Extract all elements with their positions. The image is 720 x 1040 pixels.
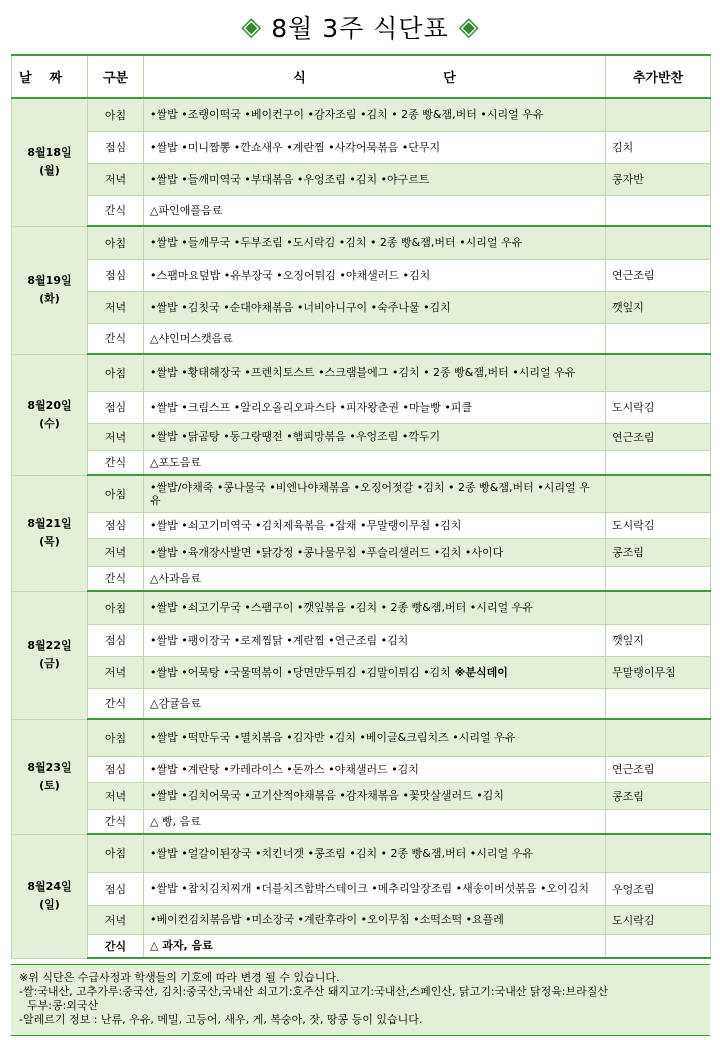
extra-side-dish: [606, 834, 711, 872]
table-row: [12, 226, 711, 259]
meal-menu-text: •쌀밥 •조랭이떡국 •베이컨구이 •감자조림 •김치 • 2종 빵&잼,버터 •시리얼 우유: [150, 108, 544, 122]
notes-line: -쌀:국내산, 고추가루:중국산, 김치:중국산,국내산 쇠고기:호주산 돼지고기:국내산,스페인산, 닭고기:국내산 닭정육:브라질산: [19, 985, 609, 998]
header-row: [12, 55, 711, 98]
extra-side-dish: 깻잎지: [606, 624, 711, 656]
meal-menu: [144, 131, 606, 163]
meal-menu-text: •쌀밥 •김치어묵국 •고기산적야채볶음 •감자채볶음 •꽃맛살샐러드 •김치: [150, 789, 504, 802]
extra-side-dish: 연근조림: [606, 423, 711, 450]
extra-side-dish: [606, 719, 711, 756]
header-menu-right: 단: [443, 71, 456, 86]
table-row: [12, 905, 711, 934]
date-cell: [12, 475, 88, 591]
meal-menu: [144, 688, 606, 719]
meal-category: 저녁: [88, 782, 144, 809]
meal-category: 아침: [88, 475, 144, 512]
table-row: [12, 423, 711, 450]
meal-menu-text: •쌀밥 •참치김치찌개 •더블치즈함박스테이크 •메추리알장조림 •새송이버섯볶음 •오이김치: [150, 882, 589, 895]
table-row: [12, 131, 711, 163]
notes-line: -알레르기 정보 : 난류, 우유, 메밀, 고등어, 새우, 게, 복숭아, 잣, 땅콩 등이 있습니다.: [19, 1013, 423, 1026]
meal-category: 점심: [88, 756, 144, 782]
meal-menu: [144, 98, 606, 131]
diamond-icon: ◈: [458, 12, 479, 42]
extra-side-dish: [606, 688, 711, 719]
meal-menu-text: •쌀밥 •크림스프 •알리오올리오파스타 •피자왕춘권 •마늘빵 •피클: [150, 400, 473, 414]
date-cell: [12, 834, 88, 958]
table-row: [12, 450, 711, 475]
table-row: [12, 782, 711, 809]
meal-menu-text: △감귤음료: [150, 696, 201, 710]
weekday-label: (금): [39, 657, 60, 670]
meal-category: 점심: [88, 624, 144, 656]
meal-menu: [144, 719, 606, 756]
meal-menu: [144, 591, 606, 624]
meal-category: 간식: [88, 934, 144, 958]
meal-category: 저녁: [88, 656, 144, 688]
meal-menu: [144, 756, 606, 782]
extra-side-dish: 김치: [606, 131, 711, 163]
notes-line: 두부:콩:외국산: [27, 999, 99, 1012]
table-row: [12, 323, 711, 354]
meal-category: 아침: [88, 98, 144, 131]
weekday-label: (토): [39, 778, 60, 792]
meal-menu: [144, 195, 606, 226]
meal-menu-text: •베이컨김치볶음밥 •미소장국 •계란후라이 •오이무침 •소떡소떡 •요플레: [150, 913, 504, 926]
table-row: [12, 756, 711, 782]
meal-table: [11, 54, 711, 959]
date-cell: [12, 591, 88, 719]
meal-menu-text: △사과음료: [150, 571, 201, 585]
extra-side-dish: [606, 226, 711, 259]
header-menu: [144, 55, 606, 98]
meal-menu: [144, 259, 606, 291]
date-label: 8월24일: [27, 880, 72, 893]
meal-menu-text: •쌀밥 •팽이장국 •로제찜닭 •계란찜 •연근조림 •김치: [150, 633, 409, 647]
meal-menu-text: •쌀밥 •떡만두국 •멸치볶음 •김자반 •김치 •베이글&크림치즈 •시리얼 우유: [150, 731, 516, 745]
meal-menu: [144, 934, 606, 958]
meal-category: 점심: [88, 259, 144, 291]
meal-category: 저녁: [88, 538, 144, 566]
extra-side-dish: 도시락김: [606, 391, 711, 423]
meal-category: 점심: [88, 512, 144, 538]
extra-side-dish: [606, 934, 711, 958]
meal-menu: [144, 391, 606, 423]
meal-menu-text: △ 빵, 음료: [150, 814, 201, 828]
table-row: [12, 656, 711, 688]
meal-menu-text: •쌀밥 •들깨무국 •두부조림 •도시락김 •김치 • 2종 빵&잼,버터 •시리얼 우유: [150, 236, 523, 250]
meal-menu: [144, 905, 606, 934]
table-row: [12, 391, 711, 423]
table-row: [12, 538, 711, 566]
meal-menu-text: •쌀밥 •황태해장국 •프렌치토스트 •스크램블에그 •김치 • 2종 빵&잼,버터 •시리얼 우유: [150, 366, 576, 380]
extra-side-dish: [606, 323, 711, 354]
header-date: 날짜: [12, 55, 88, 98]
table-row: [12, 809, 711, 834]
meal-menu: [144, 354, 606, 391]
meal-category: 저녁: [88, 291, 144, 323]
meal-menu: [144, 656, 606, 688]
table-row: [12, 512, 711, 538]
meal-menu: [144, 163, 606, 195]
meal-category: 아침: [88, 354, 144, 391]
meal-category: 아침: [88, 226, 144, 259]
extra-side-dish: [606, 809, 711, 834]
meal-category: 간식: [88, 450, 144, 475]
meal-category: 아침: [88, 591, 144, 624]
meal-category: 저녁: [88, 423, 144, 450]
meal-menu: [144, 872, 606, 905]
extra-side-dish: [606, 591, 711, 624]
table-row: [12, 475, 711, 512]
meal-category: 아침: [88, 719, 144, 756]
meal-menu-text: •쌀밥 •김칫국 •순대야채볶음 •너비아니구이 •숙주나물 •김치: [150, 300, 451, 314]
date-label: 8월23일: [27, 760, 72, 774]
meal-menu: [144, 226, 606, 259]
date-label: 8월20일: [27, 398, 72, 412]
date-label: 8월21일: [27, 517, 72, 530]
notes-box: [11, 964, 710, 1036]
date-cell: [12, 98, 88, 226]
date-label: 8월18일: [27, 146, 72, 160]
date-cell: [12, 226, 88, 354]
meal-menu-text: •스팸마요덮밥 •유부장국 •오징어튀김 •야채샐러드 •김치: [150, 268, 431, 282]
meal-menu: [144, 566, 606, 591]
meal-menu: [144, 834, 606, 872]
table-row: [12, 688, 711, 719]
extra-side-dish: [606, 195, 711, 226]
meal-menu-text: •쌀밥 •미니짬뽕 •깐쇼새우 •계란찜 •사각어묵볶음 •단무지: [150, 140, 441, 154]
meal-category: 간식: [88, 688, 144, 719]
extra-side-dish: 연근조림: [606, 756, 711, 782]
meal-menu-text: •쌀밥 •쇠고기무국 •스팸구이 •깻잎볶음 •김치 • 2종 빵&잼,버터 •시리얼 우유: [150, 601, 533, 615]
extra-side-dish: 깻잎지: [606, 291, 711, 323]
table-row: [12, 195, 711, 226]
meal-menu: [144, 512, 606, 538]
date-cell: [12, 719, 88, 834]
table-row: [12, 872, 711, 905]
extra-side-dish: [606, 475, 711, 512]
meal-menu-text: •쌀밥 •계란탕 •카레라이스 •돈까스 •야채샐러드 •김치: [150, 762, 419, 776]
meal-menu-text: •쌀밥 •어묵탕 •국물떡볶이 •당면만두튀김 •김말이튀김 •김치: [150, 665, 451, 679]
special-day-label: ※분식데이: [450, 665, 508, 679]
weekday-label: (월): [39, 164, 60, 178]
weekday-label: (목): [39, 535, 60, 548]
table-row: [12, 259, 711, 291]
meal-menu-text: •쌀밥 •닭곰탕 •동그랑땡전 •햄피망볶음 •우엉조림 •깍두기: [150, 430, 441, 443]
meal-menu-text: △파인애플음료: [150, 203, 223, 217]
meal-category: 저녁: [88, 905, 144, 934]
extra-side-dish: 콩조림: [606, 782, 711, 809]
meal-category: 아침: [88, 834, 144, 872]
date-cell: [12, 354, 88, 475]
meal-category: 간식: [88, 323, 144, 354]
meal-menu-text: △포도음료: [150, 455, 201, 469]
meal-menu: [144, 475, 606, 512]
meal-menu-text: •쌀밥 •육개장사발면 •닭강정 •콩나물무침 •푸슬리샐러드 •김치 •사이다: [150, 545, 504, 559]
extra-side-dish: 도시락김: [606, 905, 711, 934]
extra-side-dish: 도시락김: [606, 512, 711, 538]
meal-menu-text: •쌀밥 •얼갈이된장국 •치킨너겟 •콩조림 •김치 • 2종 빵&잼,버터 •시리얼 우유: [150, 846, 533, 860]
extra-side-dish: [606, 98, 711, 131]
extra-side-dish: [606, 354, 711, 391]
meal-category: 간식: [88, 566, 144, 591]
meal-category: 간식: [88, 809, 144, 834]
meal-category: 점심: [88, 391, 144, 423]
meal-menu-text: •쌀밥/야채죽 •콩나물국 •비엔나야채볶음 •오징어젓갈 •김치 • 2종 빵&잼,버터 •시리얼 우유: [150, 480, 590, 507]
weekday-label: (화): [39, 292, 60, 305]
meal-menu-text: •쌀밥 •쇠고기미역국 •김치제육볶음 •잡채 •무말랭이무침 •김치: [150, 518, 462, 532]
meal-menu: [144, 624, 606, 656]
weekday-label: (수): [39, 416, 60, 430]
meal-category: 점심: [88, 872, 144, 905]
table-row: [12, 163, 711, 195]
header-category: 구분: [88, 55, 144, 98]
notes-line: ※위 식단은 수급사정과 학생들의 기호에 따라 변경 될 수 있습니다.: [19, 971, 340, 984]
date-label: 8월22일: [27, 639, 72, 652]
meal-menu-text: △ 과자, 음료: [150, 939, 213, 953]
meal-menu: [144, 450, 606, 475]
meal-menu: [144, 291, 606, 323]
meal-category: 점심: [88, 131, 144, 163]
meal-category: 간식: [88, 195, 144, 226]
meal-category: 저녁: [88, 163, 144, 195]
meal-menu: [144, 782, 606, 809]
diamond-icon: ◈: [241, 12, 262, 42]
extra-side-dish: [606, 450, 711, 475]
table-row: [12, 354, 711, 391]
table-row: [12, 934, 711, 958]
extra-side-dish: 연근조림: [606, 259, 711, 291]
meal-menu: [144, 809, 606, 834]
extra-side-dish: 콩자반: [606, 163, 711, 195]
meal-menu: [144, 423, 606, 450]
meal-menu-text: •쌀밥 •들깨미역국 •부대볶음 •우엉조림 •김치 •야구르트: [150, 172, 430, 186]
extra-side-dish: 콩조림: [606, 538, 711, 566]
meal-menu-text: △샤인머스캣음료: [150, 331, 233, 345]
extra-side-dish: 무말랭이무침: [606, 656, 711, 688]
extra-side-dish: 우엉조림: [606, 872, 711, 905]
header-extra: 추가반찬: [606, 55, 711, 98]
table-row: [12, 719, 711, 756]
table-row: [12, 291, 711, 323]
weekday-label: (일): [39, 898, 60, 911]
table-row: [12, 591, 711, 624]
page-title: [0, 8, 720, 46]
date-label: 8월19일: [27, 274, 72, 287]
meal-menu: [144, 323, 606, 354]
header-menu-left: 식: [293, 71, 306, 86]
table-row: [12, 566, 711, 591]
title-text: 8월 3주 식단표: [271, 14, 449, 43]
meal-menu: [144, 538, 606, 566]
table-row: [12, 834, 711, 872]
table-row: [12, 624, 711, 656]
table-row: [12, 98, 711, 131]
extra-side-dish: [606, 566, 711, 591]
